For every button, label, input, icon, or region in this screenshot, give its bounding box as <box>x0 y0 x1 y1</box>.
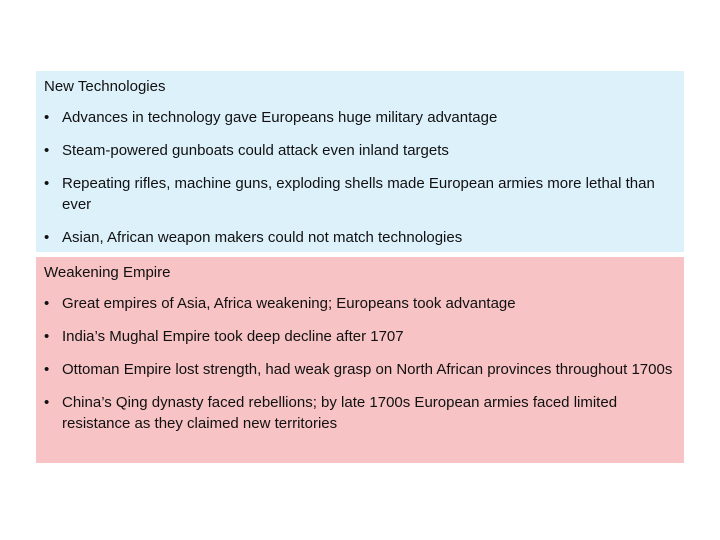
bullet-icon: • <box>44 295 50 312</box>
list-item-text: China’s Qing dynasty faced rebellions; by late 1700s European armies faced limited resistance as they claimed new territories <box>62 394 618 432</box>
list-item-text: India’s Mughal Empire took deep decline after 1707 <box>62 328 404 345</box>
list-item <box>44 359 676 380</box>
weakening-empire-list <box>44 293 676 434</box>
new-technologies-list <box>44 107 676 248</box>
list-item-text: Ottoman Empire lost strength, had weak grasp on North African provinces throughout 1700s <box>62 361 673 378</box>
weakening-empire-heading: Weakening Empire <box>44 264 171 281</box>
list-item-text: Advances in technology gave Europeans huge military advantage <box>62 109 498 126</box>
bullet-icon: • <box>44 175 50 192</box>
list-item <box>44 173 676 215</box>
list-item-text: Great empires of Asia, Africa weakening; Europeans took advantage <box>62 295 516 312</box>
bullet-icon: • <box>44 328 50 345</box>
bullet-icon: • <box>44 142 50 159</box>
bullet-icon: • <box>44 361 50 378</box>
bullet-icon: • <box>44 394 50 411</box>
weakening-empire-panel <box>36 257 684 463</box>
list-item <box>44 227 676 248</box>
list-item <box>44 326 676 347</box>
list-item <box>44 293 676 314</box>
bullet-icon: • <box>44 229 50 246</box>
list-item <box>44 107 676 128</box>
list-item-text: Repeating rifles, machine guns, exploding shells made European armies more lethal than ever <box>62 175 655 213</box>
new-technologies-heading: New Technologies <box>44 78 166 95</box>
bullet-icon: • <box>44 109 50 126</box>
list-item-text: Steam-powered gunboats could attack even inland targets <box>62 142 449 159</box>
new-technologies-panel <box>36 71 684 252</box>
list-item <box>44 392 676 434</box>
list-item-text: Asian, African weapon makers could not match technologies <box>62 229 463 246</box>
list-item <box>44 140 676 161</box>
